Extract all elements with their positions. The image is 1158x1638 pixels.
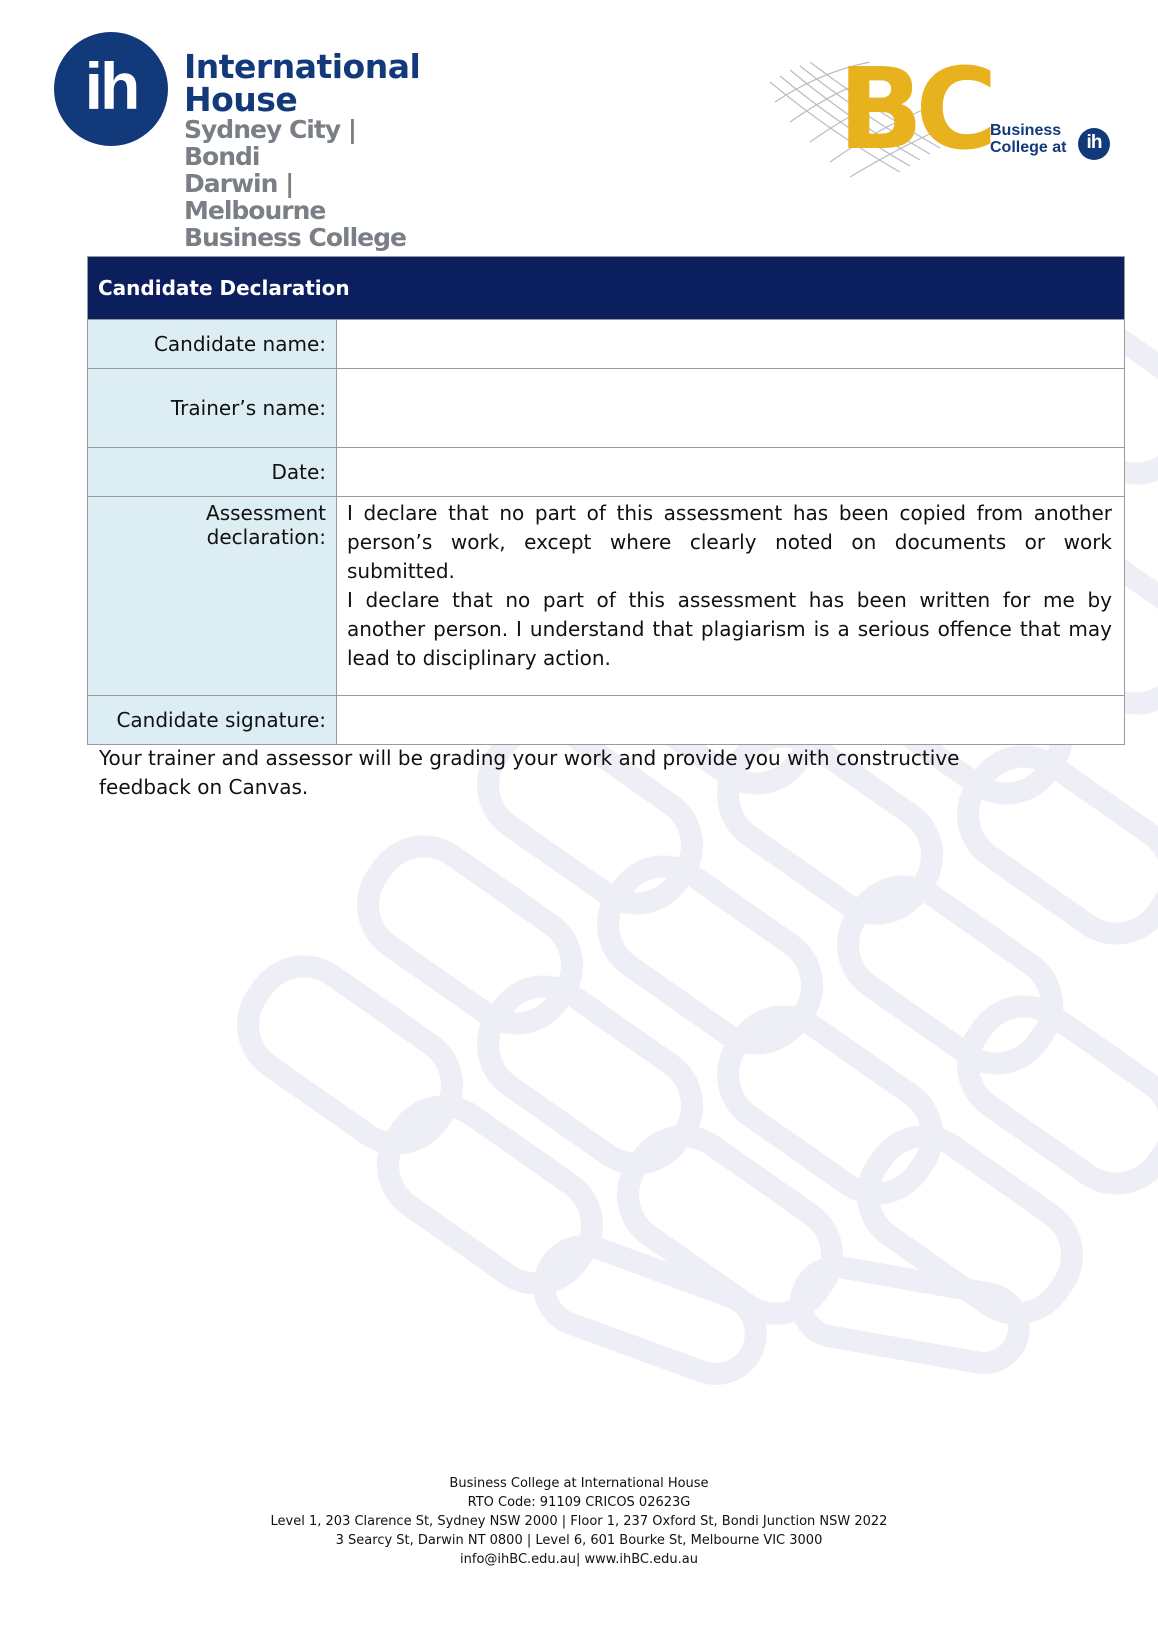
candidate-signature-field[interactable] <box>337 696 1125 745</box>
date-label: Date: <box>88 448 337 497</box>
international-house-logo <box>54 32 434 252</box>
logo-line-international: International <box>184 47 421 86</box>
ih-logo-text <box>184 47 434 252</box>
bc-sub-business: Business <box>990 122 1062 139</box>
logo-line-campuses-2: Darwin | Melbourne <box>184 169 326 225</box>
logo-line-business-college: Business College <box>184 223 406 252</box>
candidate-name-field[interactable] <box>337 320 1125 369</box>
declaration-paragraph-1: I declare that no part of this assessment has been copied from another person’s work, except where clearly noted on documents or work submitted. <box>347 501 1112 583</box>
footer-address-2: 3 Searcy St, Darwin NT 0800 | Level 6, 601 Bourke St, Melbourne VIC 3000 <box>335 1533 823 1548</box>
page-footer <box>0 1474 1158 1569</box>
trainer-name-label: Trainer’s name: <box>88 369 337 448</box>
footer-contact: info@ihBC.edu.au| www.ihBC.edu.au <box>460 1552 698 1567</box>
candidate-signature-label: Candidate signature: <box>88 696 337 745</box>
candidate-name-label: Candidate name: <box>88 320 337 369</box>
bc-subtitle <box>990 122 1066 156</box>
footer-college-name: Business College at International House <box>449 1476 709 1491</box>
assessment-declaration-label: Assessment declaration: <box>88 497 337 696</box>
logo-line-campuses-1: Sydney City | Bondi <box>184 115 356 171</box>
declaration-title: Candidate Declaration <box>88 257 1125 320</box>
assessment-declaration-text <box>337 497 1125 696</box>
logo-line-house: House <box>184 80 298 119</box>
ih-circle-mark: ih <box>54 32 168 146</box>
bc-ih-mark: ih <box>1078 128 1110 160</box>
candidate-declaration-table <box>87 256 1125 745</box>
footer-address-1: Level 1, 203 Clarence St, Sydney NSW 2000 | Floor 1, 237 Oxford St, Bondi Junction NSW 2022 <box>270 1514 888 1529</box>
bc-letters: BC <box>838 45 990 175</box>
business-college-logo <box>770 45 1110 192</box>
declaration-paragraph-2: I declare that no part of this assessment has been written for me by another person. I understand that plagiarism is a serious offence that may lead to disciplinary action. <box>347 588 1112 670</box>
trainer-name-field[interactable] <box>337 369 1125 448</box>
bc-sub-college-at: College at <box>990 139 1067 156</box>
grading-note: Your trainer and assessor will be grading your work and provide you with constructive feedback on Canvas. <box>99 746 960 799</box>
footer-rto-code: RTO Code: 91109 CRICOS 02623G <box>467 1495 691 1510</box>
date-field[interactable] <box>337 448 1125 497</box>
